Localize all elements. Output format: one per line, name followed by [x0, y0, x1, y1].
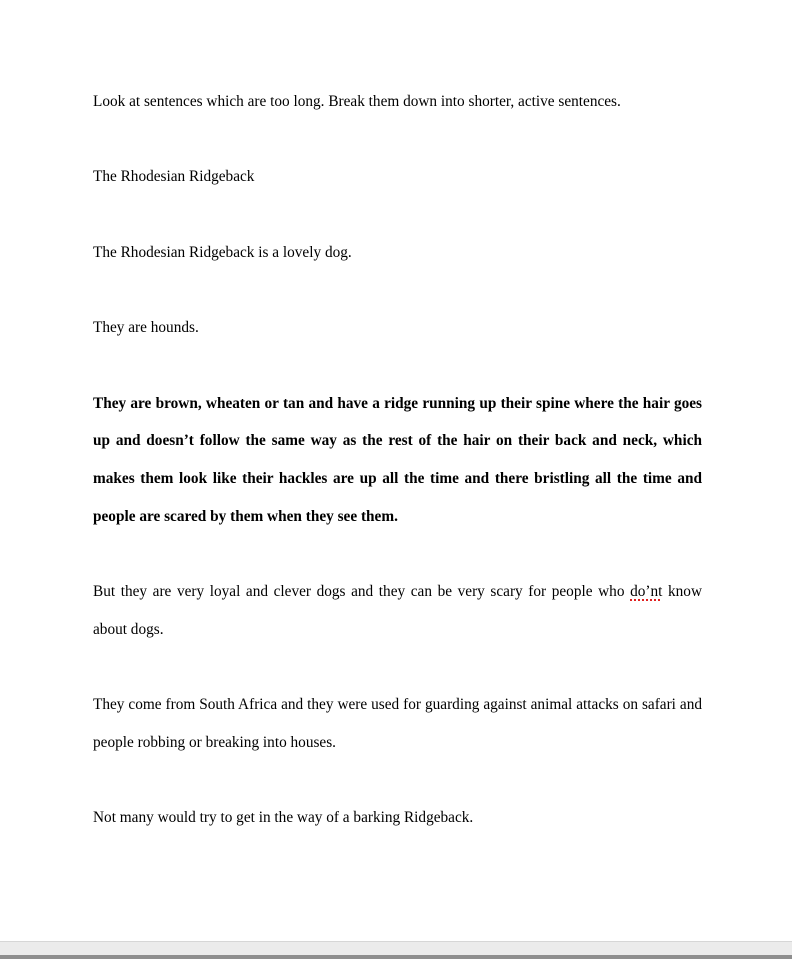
paragraph-5: They come from South Africa and they were used for guarding against animal attacks on safari and people robbing or breaking into houses. — [93, 696, 702, 751]
misspelled-word[interactable]: do’nt — [630, 583, 663, 601]
paragraph-4-text-start: But they are very loyal and clever dogs and they can be very scary for people who — [93, 583, 631, 601]
paragraph-1: The Rhodesian Ridgeback is a lovely dog. — [93, 243, 352, 261]
status-bar — [0, 941, 792, 956]
document-title: The Rhodesian Ridgeback — [93, 168, 255, 186]
paragraph-4 — [93, 573, 702, 648]
paragraph-4-text-end: know about dogs. — [93, 583, 702, 638]
paragraph-6: Not many would try to get in the way of a barking Ridgeback. — [93, 809, 474, 827]
paragraph-2: They are hounds. — [93, 319, 199, 337]
paragraph-long-bold: They are brown, wheaten or tan and have a ridge running up their spine where the hair goes up and doesn’t follow the same way as the rest of the hair on their back and neck, which makes them look like their hackles are up all the time and there bristling all the time and people are scared by them when they see them. — [93, 394, 702, 525]
window-bottom-edge — [0, 955, 792, 959]
document-page[interactable] — [93, 83, 702, 875]
instruction-paragraph: Look at sentences which are too long. Break them down into shorter, active sentences. — [93, 93, 621, 110]
